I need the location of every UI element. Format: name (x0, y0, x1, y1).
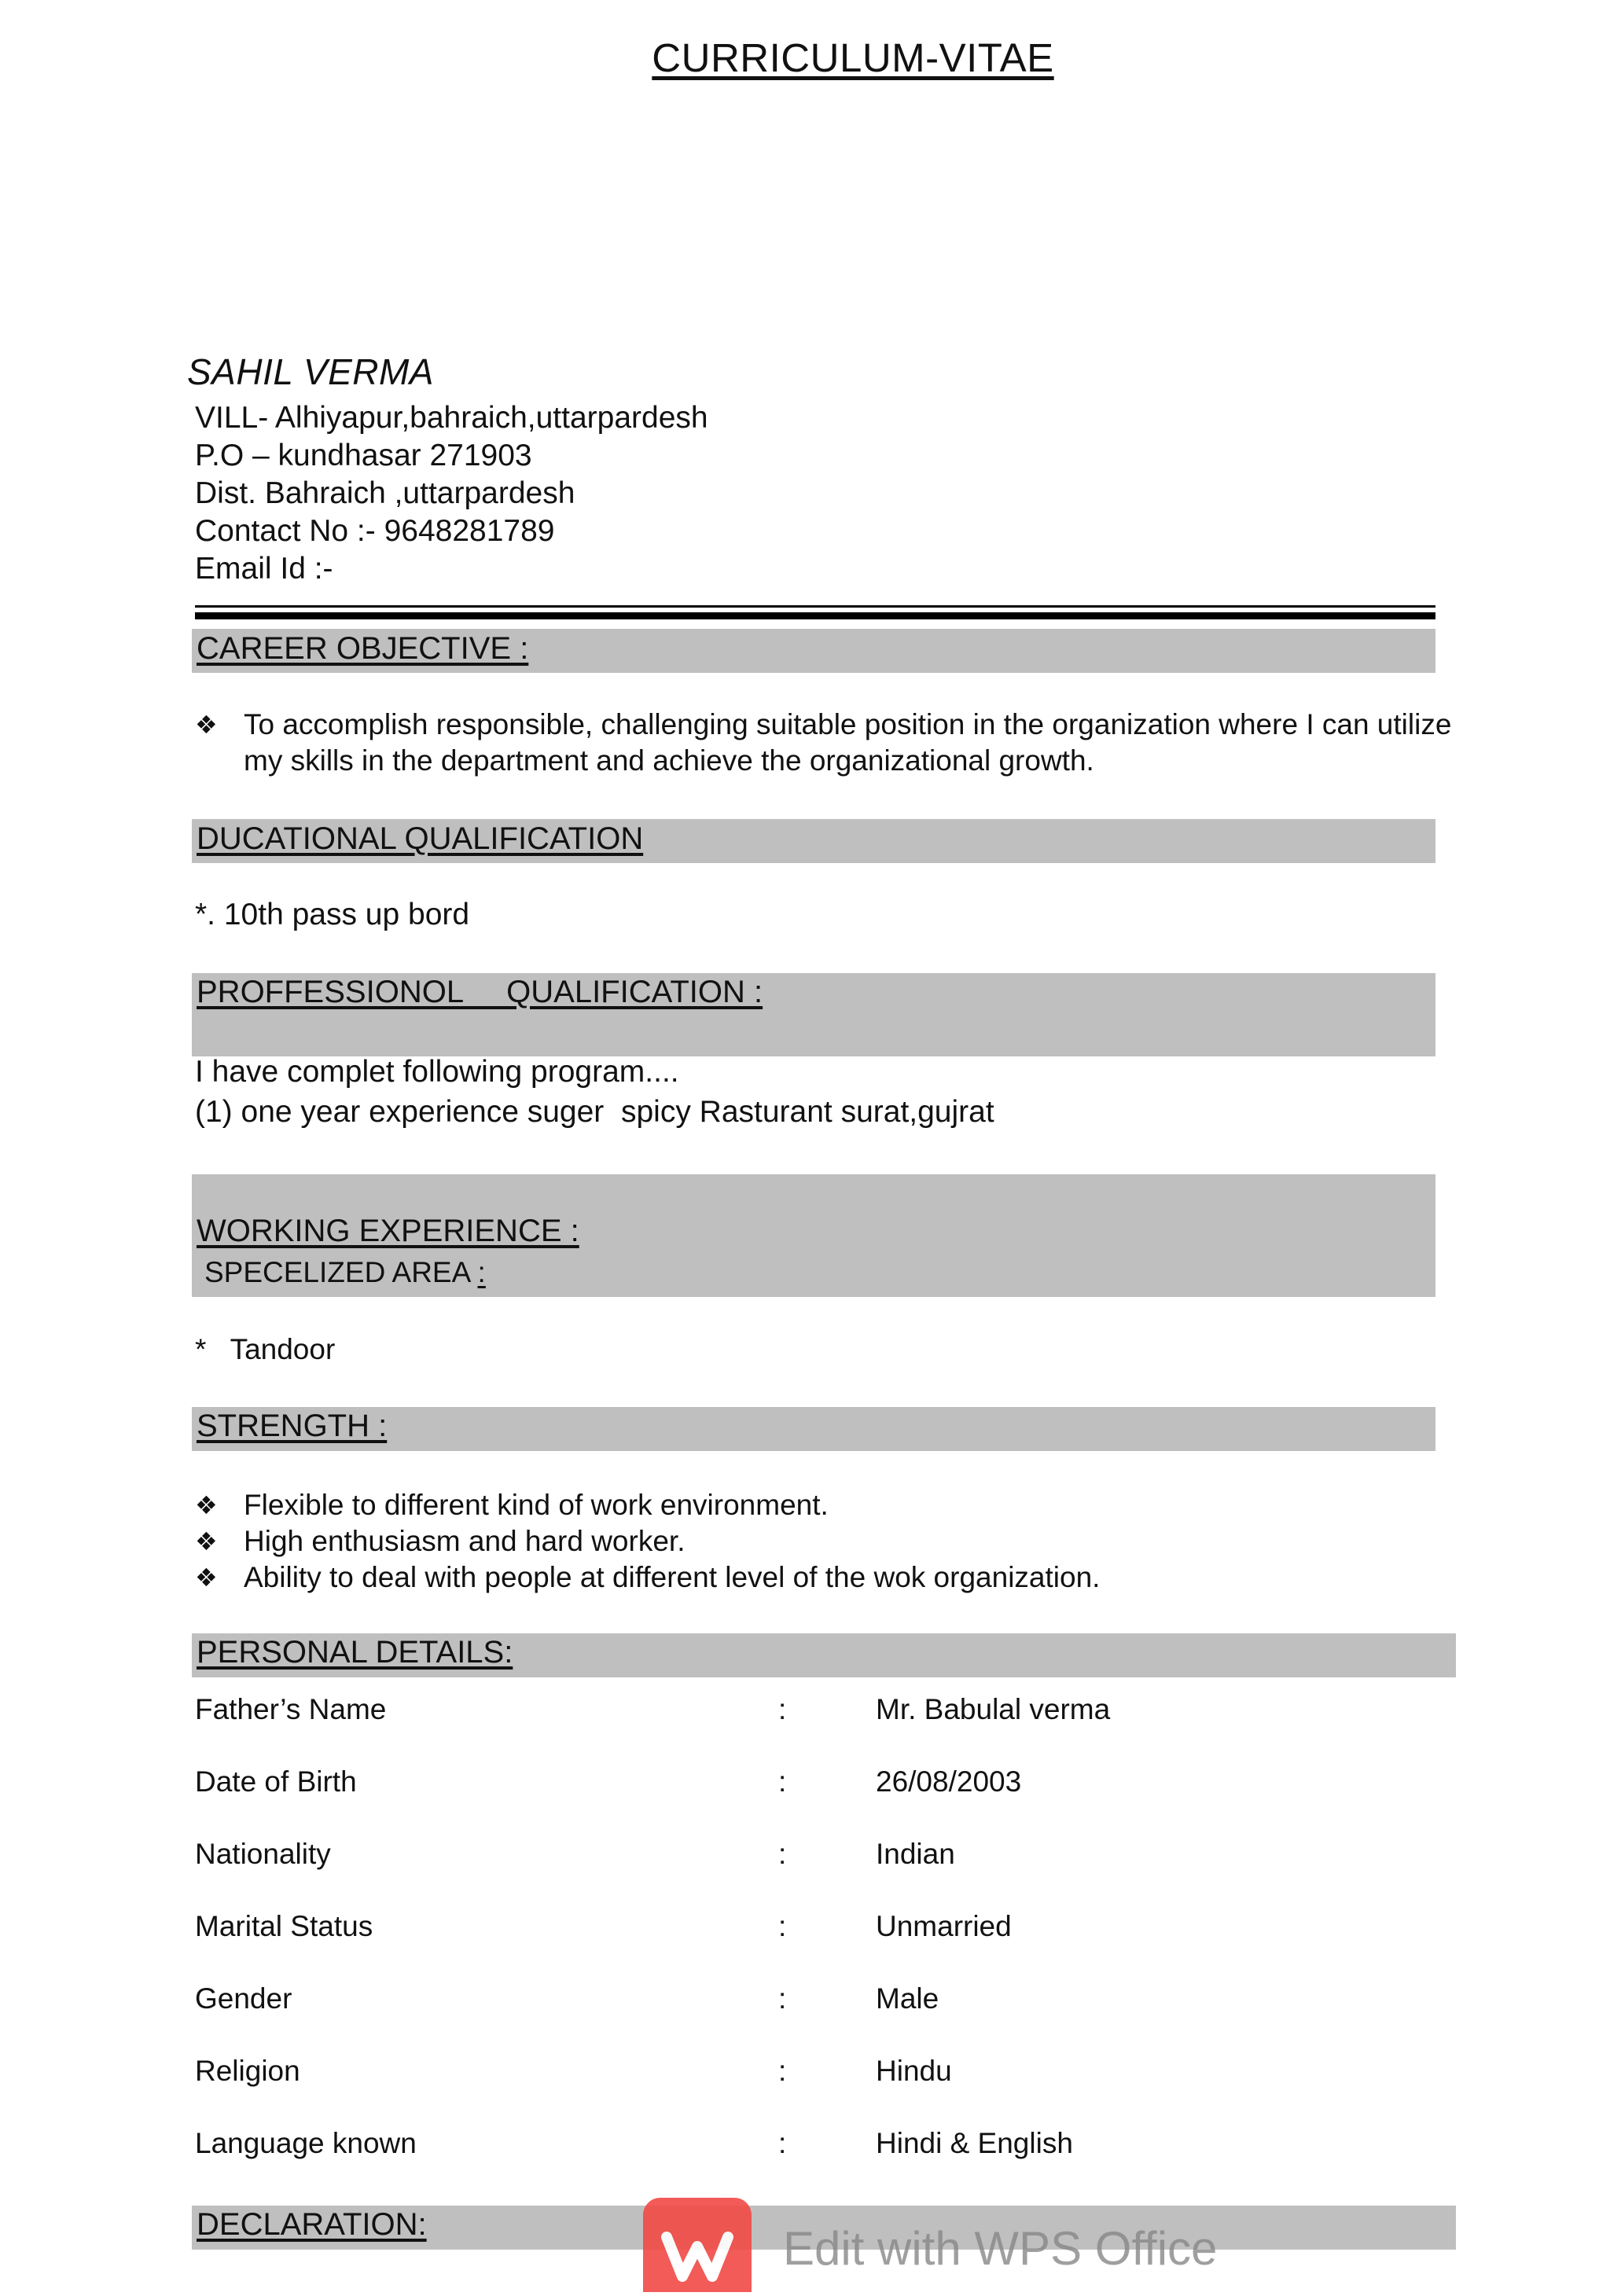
detail-value: Hindu (876, 2055, 952, 2087)
education-item: *. 10th pass up bord (195, 898, 470, 931)
header-divider-thick (195, 612, 1435, 619)
address-village: VILL- Alhiyapur,bahraich,uttarpardesh (195, 401, 708, 435)
detail-label: Father’s Name (195, 1693, 387, 1725)
list-item (195, 1523, 1470, 1559)
detail-separator: : (778, 2127, 787, 2159)
wps-logo-icon (643, 2198, 752, 2292)
education-heading: DUCATIONAL QUALIFICATION (197, 821, 644, 856)
career-objective-list (195, 707, 1470, 779)
wps-watermark-text: Edit with WPS Office (783, 2222, 1218, 2275)
detail-label: Marital Status (195, 1910, 373, 1942)
detail-separator: : (778, 1910, 787, 1942)
specialized-area-text: SPECELIZED AREA (204, 1256, 478, 1288)
address-post-office: P.O – kundhasar 271903 (195, 439, 532, 472)
wps-watermark[interactable] (643, 2198, 1351, 2292)
candidate-name: SAHIL VERMA (187, 351, 434, 392)
professional-heading: PROFFESSIONOL QUALIFICATION : (197, 975, 763, 1009)
specialized-area-colon: : (477, 1256, 486, 1288)
strength-heading: STRENGTH : (197, 1409, 388, 1443)
document-title: CURRICULUM-VITAE (652, 35, 1054, 80)
strength-item-text: Ability to deal with people at different level of the wok organization. (244, 1561, 1101, 1593)
contact-block (195, 399, 708, 588)
strength-list (195, 1487, 1470, 1596)
career-objective-heading: CAREER OBJECTIVE : (197, 631, 529, 666)
contact-number: Contact No :- 9648281789 (195, 514, 555, 548)
detail-value: 26/08/2003 (876, 1765, 1022, 1798)
professional-line-1: I have complet following program.... (195, 1055, 679, 1089)
strength-item-text: Flexible to different kind of work environment. (244, 1489, 829, 1521)
career-objective-text: To accomplish responsible, challenging suitable position in the organization where I can utilize my skills in the department and achieve the organizational growth. (244, 708, 1452, 777)
detail-label: Gender (195, 1982, 292, 2015)
diamond-bullet-icon: ❖ (195, 1563, 218, 1592)
detail-value: Mr. Babulal verma (876, 1693, 1111, 1725)
email-id: Email Id :- (195, 552, 333, 586)
diamond-bullet-icon: ❖ (195, 711, 218, 739)
diamond-bullet-icon: ❖ (195, 1491, 218, 1519)
professional-line-2: (1) one year experience suger spicy Rasturant surat,gujrat (195, 1095, 994, 1129)
detail-separator: : (778, 2055, 787, 2087)
specialized-area-item: * Tandoor (195, 1333, 336, 1365)
declaration-heading: DECLARATION: (197, 2207, 427, 2242)
detail-value: Indian (876, 1838, 955, 1870)
strength-item-text: High enthusiasm and hard worker. (244, 1525, 686, 1557)
detail-label: Language known (195, 2127, 417, 2159)
detail-separator: : (778, 1838, 787, 1870)
detail-label: Religion (195, 2055, 300, 2087)
list-item (195, 1487, 1470, 1523)
detail-separator: : (778, 1693, 787, 1725)
wps-w-icon (643, 2198, 752, 2292)
detail-separator: : (778, 1765, 787, 1798)
specialized-area-label (204, 1256, 486, 1289)
list-item (195, 707, 1470, 779)
work-experience-heading: WORKING EXPERIENCE : (197, 1214, 579, 1248)
detail-value: Unmarried (876, 1910, 1012, 1942)
list-item (195, 1559, 1470, 1596)
detail-separator: : (778, 1982, 787, 2015)
address-district: Dist. Bahraich ,uttarpardesh (195, 476, 575, 510)
personal-details-heading: PERSONAL DETAILS: (197, 1635, 513, 1670)
detail-label: Nationality (195, 1838, 331, 1870)
diamond-bullet-icon: ❖ (195, 1527, 218, 1556)
header-divider-thin (195, 605, 1435, 608)
detail-value: Hindi & English (876, 2127, 1073, 2159)
detail-label: Date of Birth (195, 1765, 357, 1798)
detail-value: Male (876, 1982, 939, 2015)
